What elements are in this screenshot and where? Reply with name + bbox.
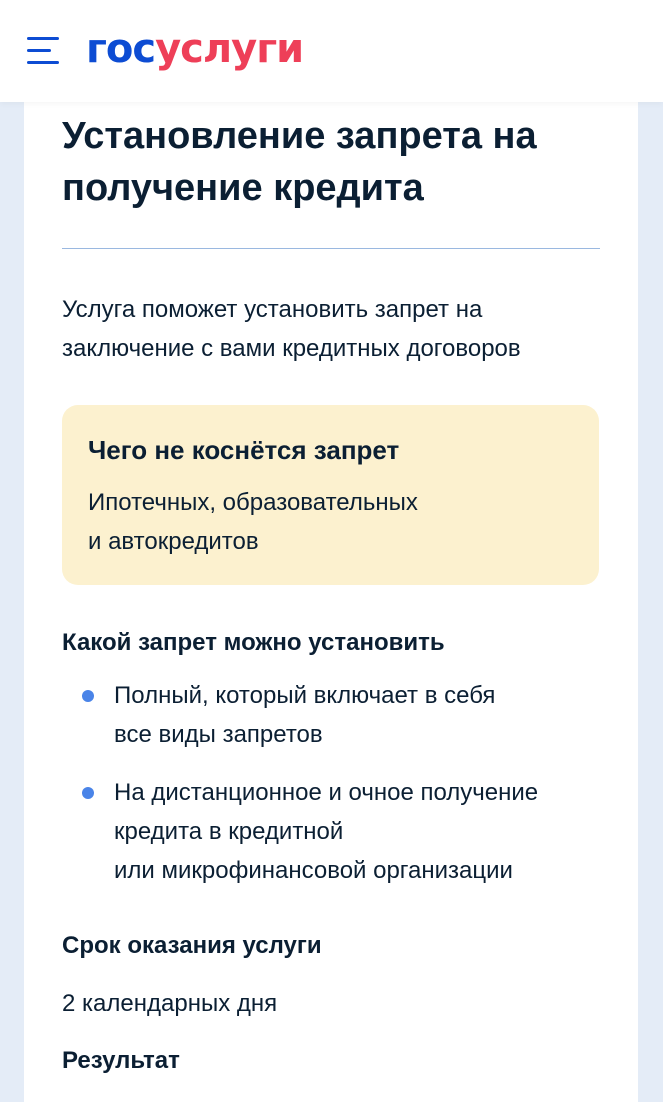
list-item-line: кредита в кредитной <box>114 818 344 845</box>
service-description <box>62 290 600 368</box>
bullet-dot-icon <box>82 690 94 702</box>
bullet-dot-icon <box>82 787 94 799</box>
logo-part-uslugi: услуги <box>155 26 304 72</box>
notice-text-line-2: и автокредитов <box>88 528 259 555</box>
page-title-line-1: Установление запрета на <box>62 115 537 157</box>
list-item-line: На дистанционное и очное получение <box>114 779 539 806</box>
description-line-1: Услуга поможет установить запрет на <box>62 296 483 323</box>
list-item-line: Полный, который включает в себя <box>114 682 496 709</box>
top-header <box>0 0 663 102</box>
term-value: 2 календарных дня <box>62 990 278 1017</box>
description-line-2: заключение с вами кредитных договоров <box>62 335 521 362</box>
title-divider <box>62 248 600 249</box>
menu-line <box>27 49 51 52</box>
page-title <box>62 110 622 214</box>
page-title-line-2: получение кредита <box>62 167 424 209</box>
list-item-line: все виды запретов <box>114 721 323 748</box>
gosuslugi-logo[interactable] <box>86 24 303 74</box>
notice-text-line-1: Ипотечных, образовательных <box>88 489 418 516</box>
list-item-text <box>114 676 594 754</box>
notice-title: Чего не коснётся запрет <box>88 435 400 465</box>
hamburger-menu-icon[interactable] <box>27 37 59 65</box>
logo-part-gos: гос <box>86 26 156 72</box>
result-heading: Результат <box>62 1047 180 1074</box>
list-item-text <box>114 773 594 890</box>
list-item-line: или микрофинансовой организации <box>114 857 513 884</box>
menu-line <box>27 37 59 40</box>
ban-types-heading: Какой запрет можно установить <box>62 629 445 656</box>
exceptions-notice <box>62 405 599 585</box>
notice-text <box>88 483 508 561</box>
term-heading: Срок оказания услуги <box>62 932 322 959</box>
menu-line <box>27 61 59 64</box>
